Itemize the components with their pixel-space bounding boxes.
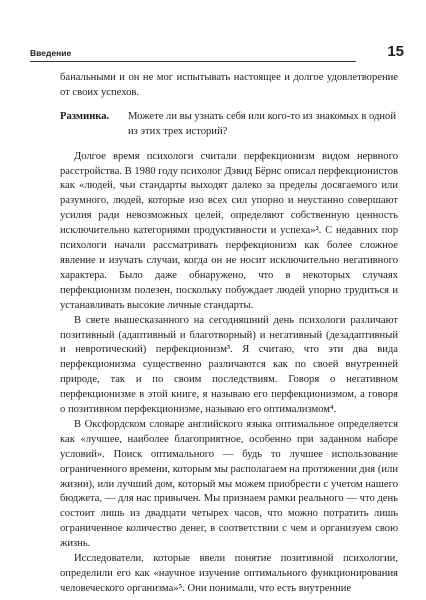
page-number: 15 xyxy=(387,43,404,60)
running-header xyxy=(30,43,404,63)
exercise-text: Можете ли вы узнать себя или кого-то из знакомых в одной из этих трех историй? xyxy=(128,110,397,137)
exercise-block xyxy=(60,110,398,140)
intro-continuation: банальными и он не мог испытывать настоящее и долгое удовлетворение от своих успехов. xyxy=(60,72,398,98)
paragraph-4: Исследователи, которые ввели понятие позитивной психологии, определили его как «научное изучение оптимального функционирования человеческого организма»⁵. Они понимали, что есть внутренние xyxy=(60,553,398,594)
exercise-label: Разминка. xyxy=(60,110,110,122)
page-body xyxy=(60,71,398,597)
paragraph-3: В Оксфордском словаре английского языка оптимальное определяется как «лучшее, наиболее благоприятное, особенно при заданном наборе условий». Поиск оптимального — будь то лучшее использование ограниченного времени, которым мы располагаем на протяжении дня (или жизни), или лучший дом, который мы можем приобрести с учетом нашего бюджета, — для нас привычен. Мы признаем рамки реального — что день состоит лишь из двадцати четырех часов, что можно потратить лишь ограниченное количество денег, в соответствии с чем и организуем свою жизнь. xyxy=(60,418,398,550)
section-title: Введение xyxy=(30,48,72,58)
paragraph-2: В свете вышесказанного на сегодняшний день психологи различают позитивный (адаптивный и благотворный) и негативный (дезадаптивный и невротический) перфекционизм³. Я считаю, что эти два вида перфекционизма существенно различаются как по своей внутренней природе, так и по своим последствиям. Говоря о негативном перфекционизме в этой книге, я называю его перфекционизмом, а говоря о позитивном перфекционизме, называю его оптимализмом⁴. xyxy=(60,314,398,416)
header-rule xyxy=(30,61,356,62)
paragraph-1: Долгое время психологи считали перфекционизм видом нервного расстройства. В 1980 году психолог Дэвид Бёрнс описал перфекционистов как «людей, чьи стандарты выходят далеко за пределы досягаемого или разумного, людей, которые изо всех сил упорно и неустанно совершают усилия ради невозможных целей, определяют собственную ценность исключительно категориями продуктивности и успеха»². С недавних пор психологи начали рассматривать перфекционизм как более сложное явление и изучать случаи, когда он не носит исключительно негативного характера. Было даже обнаружено, что в некоторых случаях перфекционизм полезен, поскольку побуждает людей упорно трудиться и устанавливать высокие личные стандарты. xyxy=(60,150,398,311)
